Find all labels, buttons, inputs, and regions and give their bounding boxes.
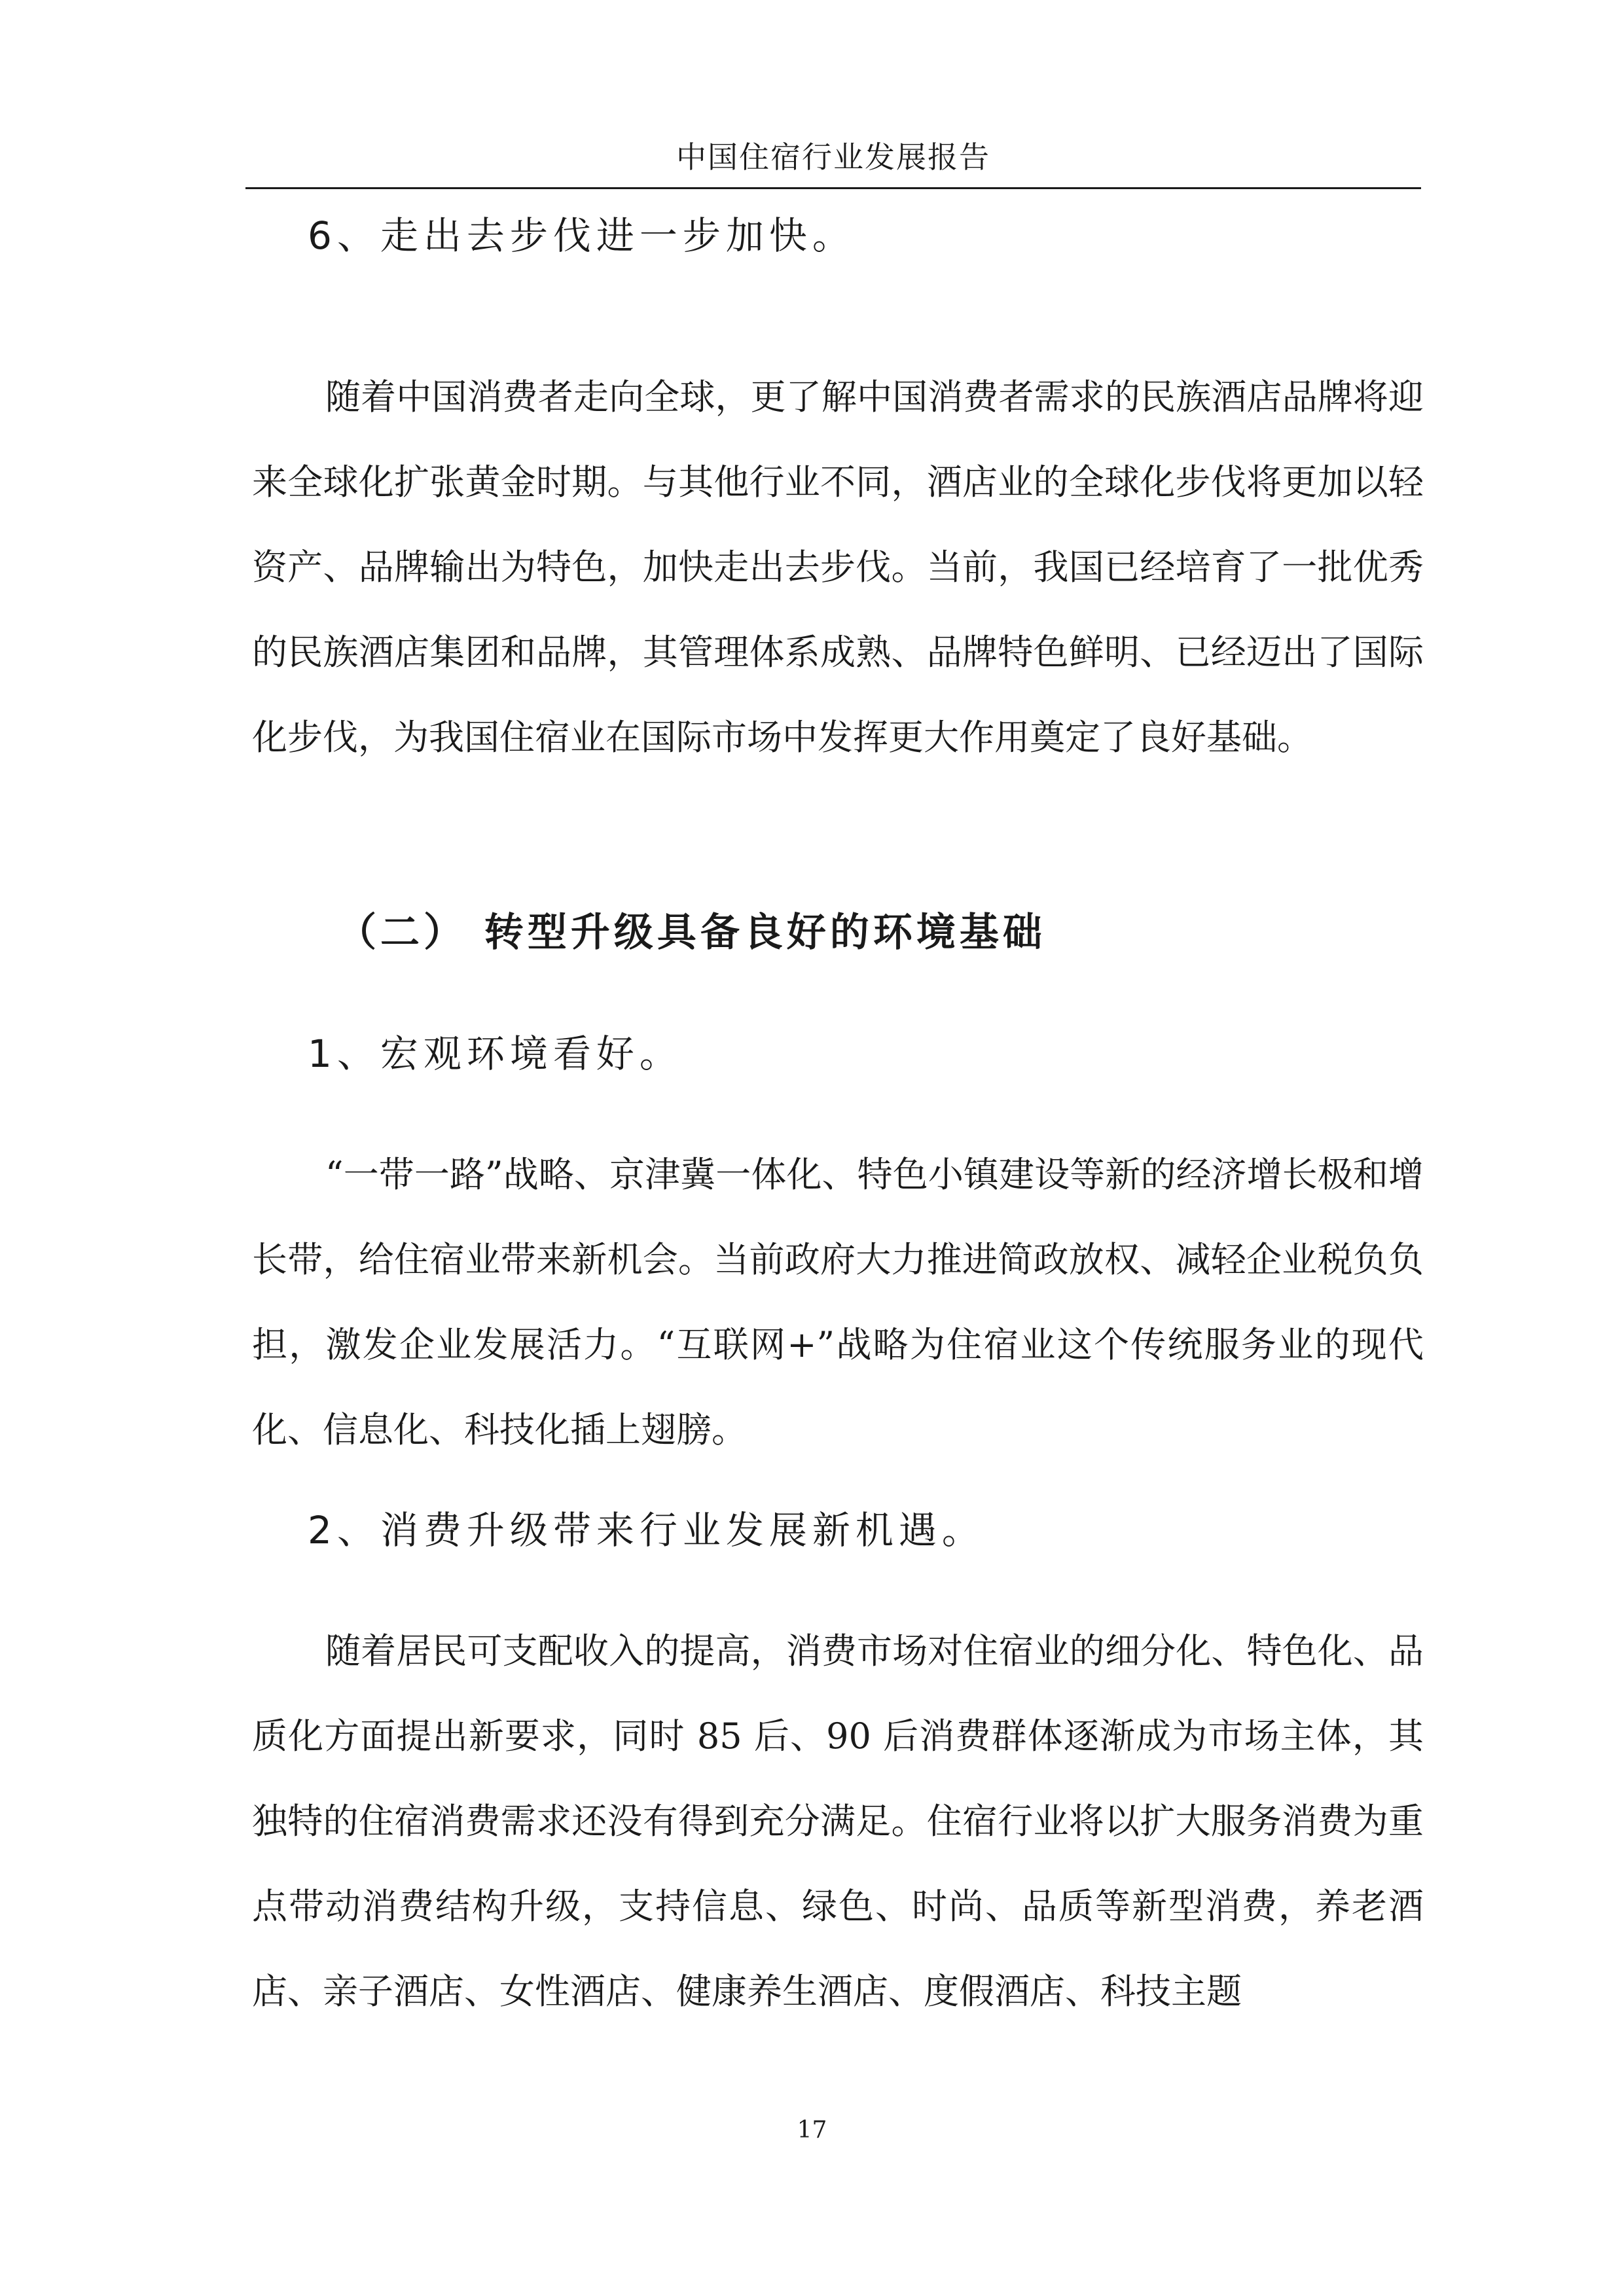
header-divider (245, 187, 1421, 189)
section-heading-6: 6、走出去步伐进一步加快。 (308, 213, 856, 258)
section-heading-1: 1、宏观环境看好。 (308, 1031, 683, 1076)
section-heading-2: 2、消费升级带来行业发展新机遇。 (308, 1508, 985, 1552)
running-header-title: 中国住宿行业发展报告 (676, 139, 990, 175)
paragraph-consumption-upgrade: 随着居民可支配收入的提高，消费市场对住宿业的细分化、特色化、品质化方面提出新要求，同时 85 后、90 后消费群体逐渐成为市场主体，其独特的住宿消费需求还没有得到充分满足。住宿行业将以扩大服务消费为重点带动消费结构升级，支持信息、绿色、时尚、品质等新型消费，养老酒店、亲子酒店、女性酒店、健康养生酒店、度假酒店、科技主题 (252, 1630, 1424, 2012)
page-number: 17 (797, 2117, 827, 2144)
part-heading-2: （二） 转型升级具备良好的环境基础 (337, 910, 1046, 956)
paragraph-going-global: 随着中国消费者走向全球，更了解中国消费者需求的民族酒店品牌将迎来全球化扩张黄金时期。与其他行业不同，酒店业的全球化步伐将更加以轻资产、品牌输出为特色，加快走出去步伐。当前，我国已经培育了一批优秀的民族酒店集团和品牌，其管理体系成熟、品牌特色鲜明、已经迈出了国际化步伐，为我国住宿业在国际市场中发挥更大作用奠定了良好基础。 (252, 376, 1424, 758)
paragraph-macro-environment: “一带一路”战略、京津冀一体化、特色小镇建设等新的经济增长极和增长带，给住宿业带来新机会。当前政府大力推进简政放权、减轻企业税负负担，激发企业发展活力。“互联网+”战略为住宿业这个传统服务业的现代化、信息化、科技化插上翅膀。 (252, 1154, 1424, 1450)
